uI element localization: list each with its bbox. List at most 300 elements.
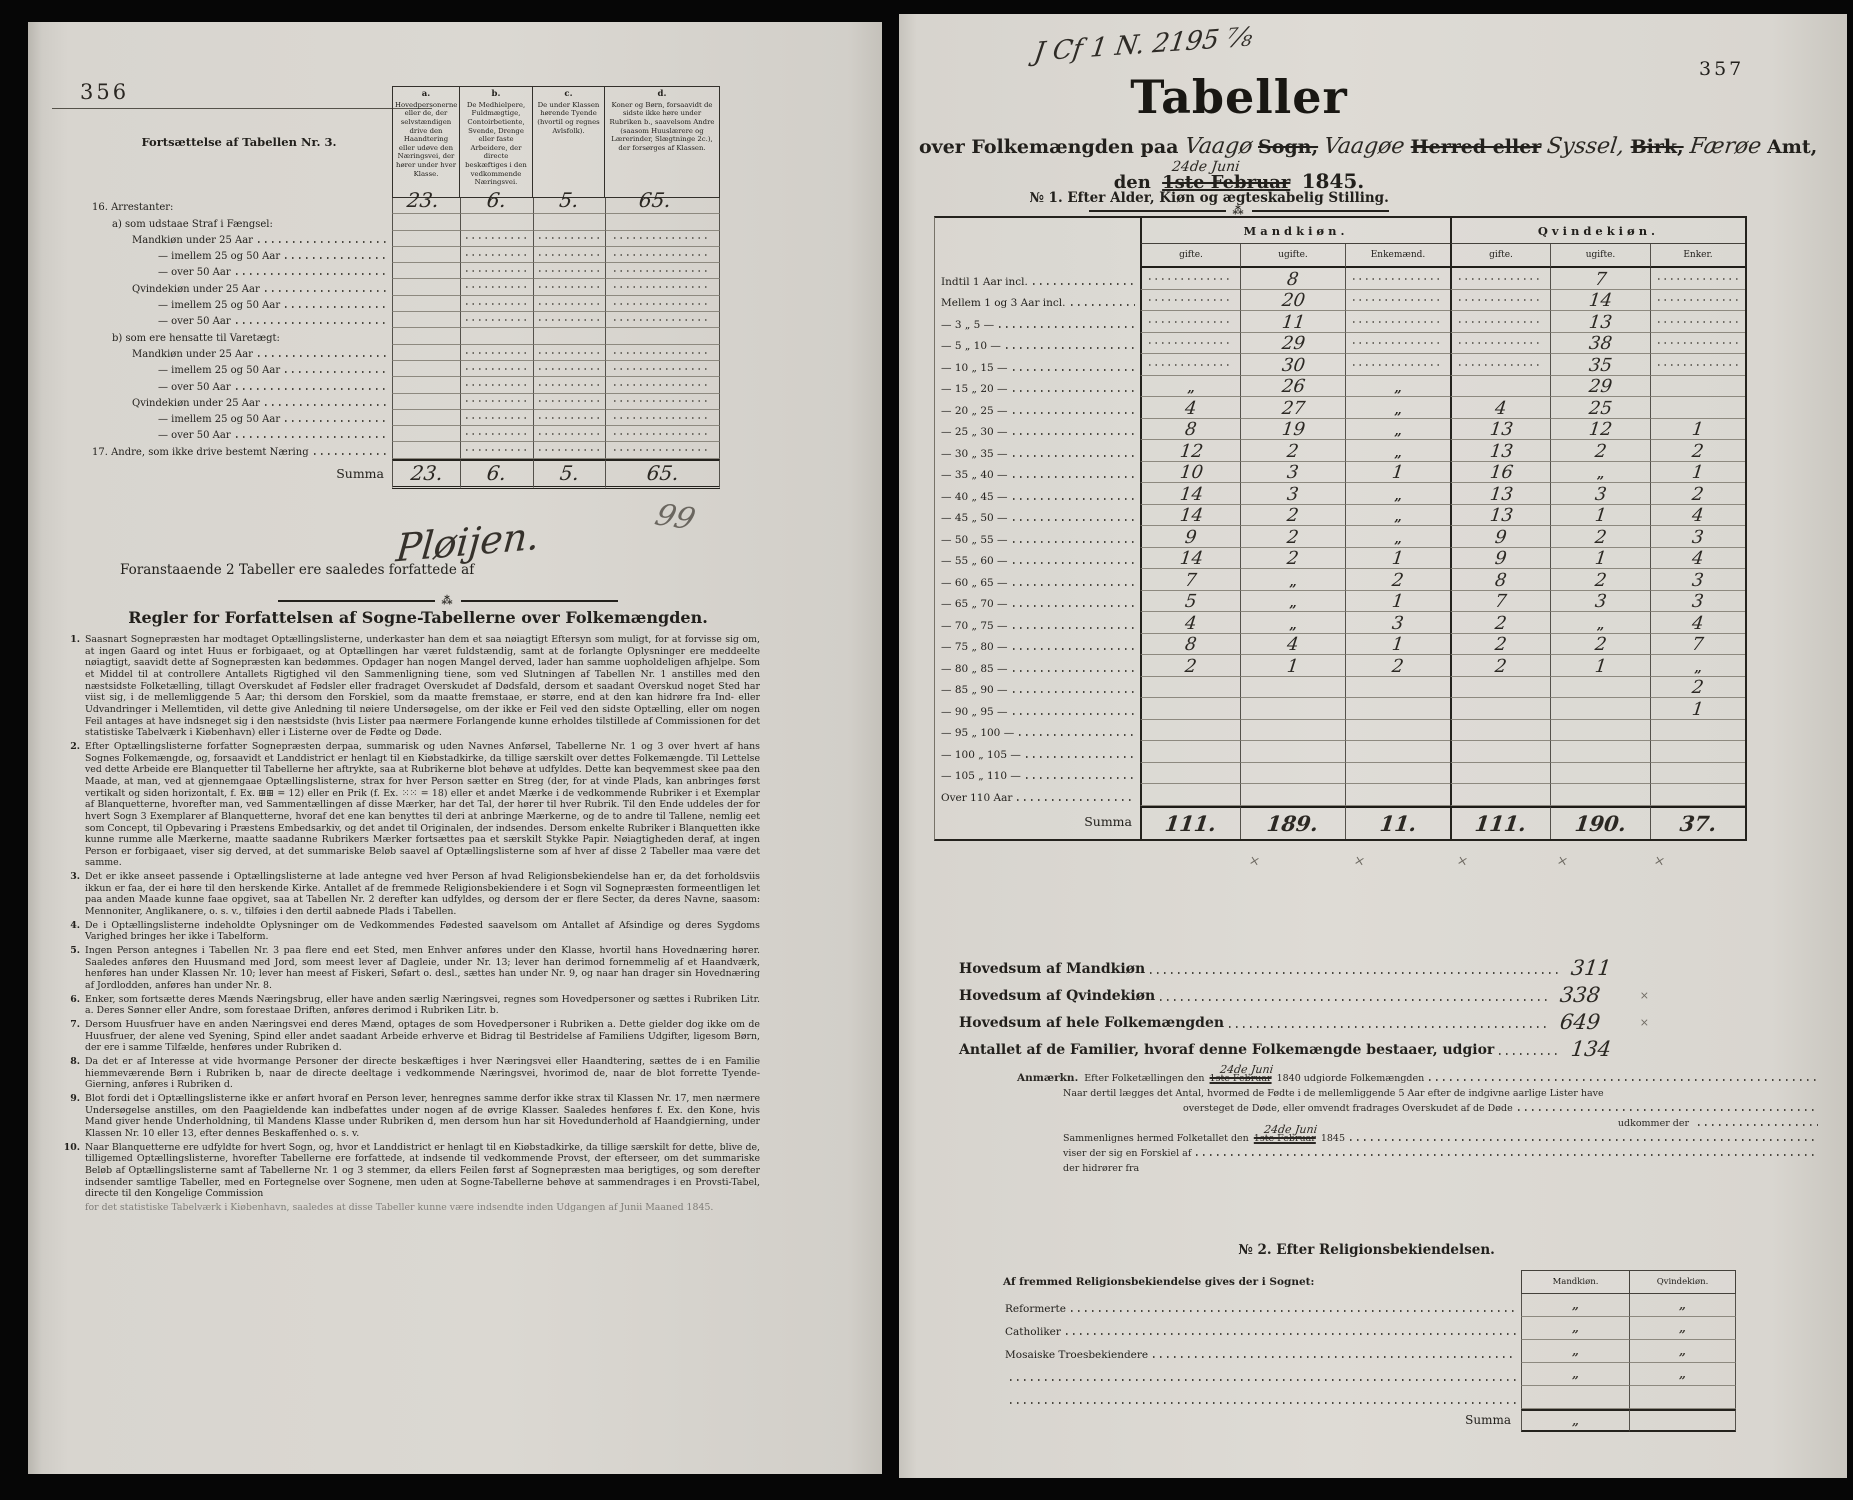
row-label [935,268,1140,290]
table-cell [533,231,605,247]
handwritten-value: 2 [1286,440,1301,462]
table-cell [1650,290,1745,312]
table-row [935,784,1745,806]
row-label-text: b) som ere hensatte til Varetægt: [112,332,280,344]
row-label [935,462,1140,484]
empty-dots [614,400,711,402]
table-row [935,354,1745,376]
subheader-gifte-q: gifte. [1450,244,1550,268]
check-mark: × [1555,853,1570,870]
table-cell [1345,440,1450,462]
table-cell [1650,720,1745,742]
table-cell [1650,548,1745,570]
ditto-mark: „ [1394,424,1402,439]
table-cell [392,312,460,328]
table-cell [1240,483,1345,505]
ditto-mark: „ [1394,488,1402,504]
table-cell [460,231,533,247]
table-cell [1240,376,1345,398]
column-letter: c. [564,89,573,99]
column-header-female: Qvindekiøn. [1629,1270,1736,1294]
subheader-ugifte-m: ugifte. [1240,244,1345,268]
table-cell [605,263,720,279]
table-cell [1550,419,1650,441]
dotted-leader [1010,1379,1516,1381]
row-label [86,263,392,279]
table-cell [1140,505,1240,527]
handwritten-value: 2 [1286,526,1301,548]
table-cell [1650,526,1745,548]
remark-line-1 [1017,1063,1823,1084]
summa-cell [392,459,460,489]
ditto-mark: „ [1289,574,1297,590]
ditto-mark: „ [1572,1321,1579,1335]
ditto-mark: „ [1572,1298,1579,1312]
summa-value: 23. [409,461,444,486]
table-cell [605,426,720,442]
rule-number: 3. [70,871,80,883]
table-row [86,296,720,312]
handwritten-margin-note: 99 [650,497,700,538]
group-header-male: Mandkiøn. [1140,218,1450,244]
dotted-leader [1026,756,1135,758]
table-cell [1140,333,1240,355]
rule-text: De i Optællingslisterne indeholdte Oplysninger om de Vedkommendes Fødested saavelsom om Antallet af Afsindige og deres Sygdoms Varighed bringes her ikke i Tabelform. [85,919,760,943]
table-cell [533,377,605,393]
table-cell [1450,784,1550,806]
table-cell [1550,462,1650,484]
table-cell [460,377,533,393]
rule-item [58,741,760,869]
dotted-leader [1429,1079,1818,1081]
empty-dots [614,449,711,451]
empty-dots [1658,364,1739,366]
ditto-mark: „ [1596,617,1605,633]
row-label [999,1317,1521,1340]
empty-dots [614,286,711,288]
handwritten-value: 4 [1691,612,1706,634]
empty-dots [1459,278,1543,280]
row-label [935,720,1140,742]
row-label [86,328,392,344]
ditto-mark: „ [1394,510,1402,525]
table-row [86,231,720,247]
table-cell [1550,698,1650,720]
table-cell [1345,419,1450,441]
table-cell [392,426,460,442]
row-label [935,505,1140,527]
row-label [999,1386,1521,1409]
handwritten-value: 2 [1691,483,1706,505]
ornament-line [1252,210,1389,212]
table-cell [1550,397,1650,419]
dotted-leader [1071,304,1135,306]
total-label: Hovedsum af hele Folkemængden [959,1015,1225,1031]
table-rows [86,198,720,489]
table-cell [1345,591,1450,613]
table-cell [1240,784,1345,806]
table-cell [1550,655,1650,677]
row-label [935,569,1140,591]
table-cell [605,247,720,263]
table1-header [935,218,1745,268]
table-cell [1345,354,1450,376]
remark-text: Naar dertil lægges det Antal, hvormed de Fødte i de mellemliggende 5 Aar efter de indgivne aarlige Lister have [1063,1088,1604,1099]
table-cell [1345,569,1450,591]
summa-value: 189. [1265,810,1321,836]
table-cell [1450,397,1550,419]
total-value: 311 [1569,956,1613,980]
table-row [999,1317,1736,1340]
handwritten-value: 6. [485,188,508,212]
row-label [935,397,1140,419]
handwritten-value: 2 [1593,440,1608,462]
table-cell [1450,462,1550,484]
dotted-leader [1698,1124,1818,1126]
summa-value: 111. [1163,810,1219,836]
dotted-leader [1019,734,1135,736]
empty-dots [539,286,600,288]
table-cell [533,279,605,295]
row-label [935,333,1140,355]
row-label [935,784,1140,806]
table-cell [1450,548,1550,570]
dotted-leader [1013,691,1135,693]
table-cell [1140,419,1240,441]
table-cell [1345,505,1450,527]
handwritten-value: 10 [1178,462,1204,483]
table-cell [1240,741,1345,763]
table-cell [533,442,605,458]
table-cell [460,442,533,458]
handwritten-value: 2 [1494,655,1509,677]
subtitle-struck: Herred eller [1410,136,1542,158]
rule-item [58,871,760,918]
dotted-leader [1013,605,1135,607]
remark-text: oversteget de Døde, eller omvendt fradrages Overskudet af de Døde [1183,1103,1513,1114]
row-label-text: — over 50 Aar [158,316,231,328]
table-cell [1629,1363,1736,1386]
table-cell [1650,634,1745,656]
total-line [959,1006,1649,1033]
dotted-leader [1350,1139,1818,1141]
dotted-leader [1013,519,1135,521]
inserted-date: 24de Juni [1218,1063,1274,1076]
rule-text: Saasnart Sognepræsten har modtaget Optællingslisterne, underkaster han dem et saa nøiagtigt Eftersyn som muligt, for at forvisse sig om, at ingen Gaard og intet Huus er forbigaaet, og at Optællingen har været fuldstændig, samt at de forlangte Oplysninger ere meddeelte nøiagtigt, saavidt dette af Sognepræsten kan bedømmes. Opdager han nogen Mangel derved, lader han samme uopholdeligen afhjelpe. Som et Middel til at controllere Antallets Rigtighed vil den Sammenligning tiene, som ved Slutningen af Tabellen Nr. 1 anstilles med den næstsidste Folketælling, tillagt Overskudet af Fødsler eller fradraget Overskudet af Dødsfald, dersom et saadant Overskud noget Sted har viist sig, i de mellemliggende 5 Aar; thi dersom den Forskiel, som da maatte fremstaae, er større, end at den kan hidrøre fra Ind- eller Udvandringer i Mellemtiden, vil dette give Anledning til nøiere Undersøgelse, om der ikke er Feil ved den sidste Optælling, eller om nogen Feil antages at have indsneget sig i den næstsidste (hvis Lister paa nærmere Forlangende kunne erholdes tilstillede af Commissionen for det statistiske Tabelværk i Kiøbenhavn) eller i Listerne over de Fødte og Døde. [85,634,760,739]
table-cell [1345,290,1450,312]
pencil-mark: × [1639,989,1649,1002]
table2-rows [999,1294,1736,1432]
table-cell [1521,1363,1629,1386]
subtitle-struck: Sogn, [1258,136,1319,158]
handwritten-value: 4 [1494,397,1509,419]
table-cell [1345,376,1450,398]
handwritten-value: 2 [1691,440,1706,462]
table-cell [1140,376,1240,398]
table-cell [1240,698,1345,720]
table-cell [1140,677,1240,699]
ditto-mark: „ [1394,402,1402,418]
table-cell [533,426,605,442]
table-cell [605,231,720,247]
age-label: Over 110 Aar [941,791,1013,804]
table-cell [1650,591,1745,613]
age-label: — 40 „ 45 — [941,490,1008,503]
row-label [935,591,1140,613]
empty-dots [466,237,528,239]
table-row [935,677,1745,699]
table-row [999,1340,1736,1363]
age-label: — 100 „ 105 — [941,748,1021,761]
pencil-check-marks [934,854,1744,870]
empty-dots [1658,321,1739,323]
table-cell [1240,634,1345,656]
handwritten-value: 3 [1286,483,1301,505]
row-label [86,296,392,312]
ditto-mark: „ [1394,445,1402,461]
dotted-leader [265,290,387,292]
rule-number: 5. [70,945,80,957]
row-label [999,1294,1521,1317]
summa-cell [460,459,533,489]
rule-item [58,994,760,1017]
table-cell [1240,763,1345,785]
row-label [999,1340,1521,1363]
table-cell [1450,419,1550,441]
table-cell [1521,1340,1629,1363]
empty-dots [1149,278,1233,280]
table-cell [1550,333,1650,355]
summa-label-text: Summa [1084,813,1132,829]
dotted-leader [1006,347,1135,349]
table-row [86,377,720,393]
table-cell [1240,677,1345,699]
handwritten-value: 8 [1184,634,1199,655]
row-label-text: Mandkiøn under 25 Aar [132,234,253,246]
totals-block [959,952,1649,1060]
table-cell [460,279,533,295]
handwritten-value: 3 [1691,569,1706,591]
table-cell [605,361,720,377]
table-cell [605,345,720,361]
table-row [86,410,720,426]
table-cell [1650,655,1745,677]
row-label [86,377,392,393]
handwritten-value: 1 [1691,419,1706,440]
row-label-text: — imellem 25 og 50 Aar [158,300,281,312]
handwritten-value: 1 [1691,698,1706,720]
remark-line-5 [1063,1148,1823,1159]
table-cell [1550,741,1650,763]
dotted-leader [1013,369,1135,371]
table-cell [1629,1386,1736,1409]
table-cell [1345,268,1450,290]
table-cell [1450,333,1550,355]
age-label: — 35 „ 40 — [941,469,1008,481]
row-label [935,655,1140,677]
handwritten-value: 2 [1286,505,1301,526]
table-cell [1140,720,1240,742]
dotted-leader [999,326,1135,328]
rule-number: 7. [70,1019,80,1030]
rule-number: 2. [70,740,80,752]
handwritten-value: 9 [1184,526,1199,548]
row-label-text: 17. Andre, som ikke drive bestemt Næring [92,446,309,458]
table-row [935,440,1745,462]
table-cell [1345,698,1450,720]
label-column-header [935,218,1140,268]
summa-value: 6. [485,461,509,486]
dotted-leader [1150,972,1560,974]
table-cell [1345,784,1450,806]
table-row [935,376,1745,398]
table-cell [1450,526,1550,548]
handwritten-value: 2 [1494,634,1509,655]
empty-dots [614,384,711,386]
table-cell [460,263,533,279]
table-row [86,426,720,442]
table-cell [1140,462,1240,484]
table-row [935,763,1745,785]
table2-intro: Af fremmed Religionsbekiendelse gives der i Sognet: [1003,1276,1315,1288]
row-label-text: 16. Arrestanter: [92,202,174,214]
rules-heading: Regler for Forfattelsen af Sogne-Tabellerne over Folkemængden. [128,608,708,627]
row-label [86,345,392,361]
total-label: Hovedsum af Qvindekiøn [959,988,1156,1004]
table-cell [1240,440,1345,462]
handwritten-value: 1 [1691,462,1706,483]
handwritten-value: 5 [1184,591,1199,612]
table-cell [1240,268,1345,290]
rule-item [58,920,760,943]
table-cell [1629,1340,1736,1363]
table-cell [460,361,533,377]
empty-dots [614,270,711,272]
remark-label: Anmærkn. [1017,1072,1079,1084]
row-label [86,426,392,442]
empty-dots [614,237,711,239]
handwritten-value: 4 [1184,612,1199,634]
ornament-divider [278,594,618,607]
row-label [935,440,1140,462]
table-cell [1650,483,1745,505]
empty-dots [614,417,711,419]
table-cell [460,247,533,263]
summa-cell [1650,806,1745,839]
empty-dots [1353,364,1442,366]
table-cell [1240,290,1345,312]
summa-label-text: Summa [336,465,384,481]
table-row [935,462,1745,484]
empty-dots [614,254,711,256]
table-row [935,505,1745,527]
handwritten-value: 14 [1178,483,1204,505]
table-cell [392,231,460,247]
total-line [959,1033,1649,1060]
handwritten-value: 1 [1391,548,1406,569]
table-cell [1650,569,1745,591]
handwritten-value: 1 [1391,634,1406,655]
table-cell [460,328,533,344]
table-cell [1450,698,1550,720]
empty-dots [539,352,600,354]
empty-dots [1459,364,1543,366]
table-cell [605,312,720,328]
empty-dots [466,433,528,435]
remark-text: Efter Folketællingen den [1084,1073,1205,1084]
dotted-leader [1013,648,1135,650]
dotted-leader [1013,541,1135,543]
table1-rows [935,268,1745,839]
table-cell [1240,311,1345,333]
column-header-text: De Medhielpere, Fuldmægtige, Contoirbetiente, Svende, Drenge eller faste Arbeidere, der directe beskæftiges i den vedkommende Næringsvei. [465,100,527,187]
empty-dots [539,384,600,386]
handwritten-value: 2 [1691,677,1706,698]
row-label-text: a) som udstaae Straf i Fængsel: [112,218,273,230]
table-cell [1345,483,1450,505]
rule-text: Da det er af Interesse at vide hvormange Personer der directe beskæftiges i hver Næringsvei eller Haandtering, sættes de i en Familie hiemmeværende Børn i Rubriken b, naar de directe deeltage i vedkommende Næringsvei, hvorimod de, naar de blot forrette Tyende-Gierning, anføres i Rubriken d. [85,1055,760,1091]
group-header-female: Qvindekiøn. [1450,218,1745,244]
table1-caption: № 1. Efter Alder, Kiøn og ægteskabelig Stilling. [1029,190,1389,206]
table-cell [1521,1409,1629,1432]
table-cell [1345,311,1450,333]
handwritten-value: 13 [1488,483,1514,505]
table-cell [1140,591,1240,613]
summa-cell [1450,806,1550,839]
empty-dots [1658,342,1739,344]
table-row [86,312,720,328]
empty-dots [1658,278,1739,280]
row-label [935,612,1140,634]
table-cell [1650,440,1745,462]
table-row [935,569,1745,591]
handwritten-value: 14 [1178,505,1204,526]
table-cell [1650,354,1745,376]
table-cell [1240,419,1345,441]
age-label: — 85 „ 90 — [941,684,1008,696]
age-label: — 5 „ 10 — [941,340,1001,352]
table-row [935,634,1745,656]
table-row [86,328,720,344]
date-correction [1209,1063,1274,1084]
ditto-mark: „ [1679,1344,1686,1358]
empty-dots [614,433,711,435]
table-cell [1629,1409,1736,1432]
table-cell [1450,376,1550,398]
empty-dots [614,368,711,370]
remark-text: 1840 udgiorde Folkemængden [1276,1073,1425,1084]
empty-dots [539,237,600,239]
table-cell [1521,1317,1629,1340]
dotted-leader [1013,390,1135,392]
ditto-mark: „ [1572,1344,1579,1358]
subtitle-printed: Amt, [1766,136,1818,158]
table-row [935,397,1745,419]
remark-text: der hidrører fra [1063,1163,1140,1174]
table-row [935,591,1745,613]
handwritten-value: 7 [1691,634,1706,655]
page-number-left: 356 [80,80,130,104]
handwritten-value: 2 [1593,634,1608,655]
table-cell [1345,677,1450,699]
total-label: Hovedsum af Mandkiøn [959,961,1146,977]
table-cell [533,361,605,377]
table-row [935,290,1745,312]
dotted-leader [1013,433,1135,435]
row-label [935,763,1140,785]
column-letter: d. [657,89,667,99]
dotted-leader [285,306,387,308]
